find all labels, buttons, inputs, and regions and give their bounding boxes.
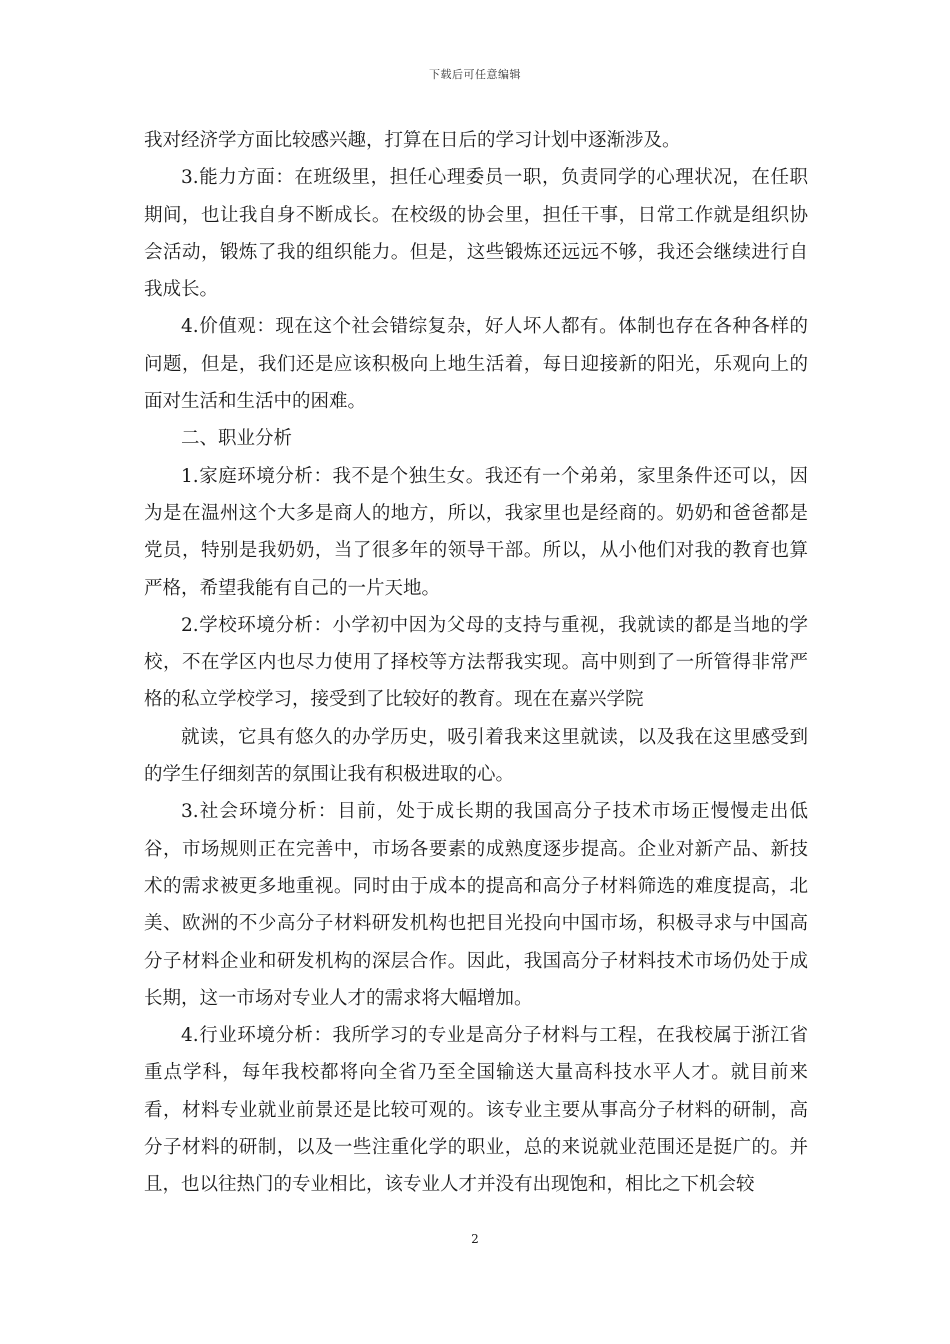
page-header: 下载后可任意编辑	[429, 68, 521, 81]
paragraph-ability: 3.能力方面：在班级里，担任心理委员一职，负责同学的心理状况，在任职期间，也让我自身不断成长。在校级的协会里，担任干事，日常工作就是组织协会活动，锻炼了我的组织能力。但是，这些锻炼还远远不够，我还会继续进行自我成长。	[144, 167, 808, 301]
paragraph-economics-interest: 我对经济学方面比较感兴趣，打算在日后的学习计划中逐渐涉及。	[144, 130, 681, 151]
paragraph-family-environment: 1.家庭环境分析：我不是个独生女。我还有一个弟弟，家里条件还可以，因为是在温州这个大多是商人的地方，所以，我家里也是经商的。奶奶和爸爸都是党员，特别是我奶奶，当了很多年的领导干部。所以，从小他们对我的教育也算严格，希望我能有自己的一片天地。	[144, 465, 808, 599]
paragraph-industry-environment: 4.行业环境分析：我所学习的专业是高分子材料与工程，在我校属于浙江省重点学科，每年我校都将向全省乃至全国输送大量高科技水平人才。就目前来看，材料专业就业前景还是比较可观的。该专业主要从事高分子材料的研制，高分子材料的研制，以及一些注重化学的职业，总的来说就业范围还是挺广的。并且，也以往热门的专业相比，该专业人才并没有出现饱和，相比之下机会较	[144, 1025, 808, 1196]
paragraph-values: 4.价值观：现在这个社会错综复杂，好人坏人都有。体制也存在各种各样的问题，但是，我们还是应该积极向上地生活着，每日迎接新的阳光，乐观向上的面对生活和生活中的困难。	[144, 316, 808, 413]
document-body	[144, 122, 808, 1204]
paragraph-social-environment: 3.社会环境分析：目前，处于成长期的我国高分子技术市场正慢慢走出低谷，市场规则正在完善中，市场各要素的成熟度逐步提高。企业对新产品、新技术的需求被更多地重视。同时由于成本的提高和高分子材料筛选的难度提高，北美、欧洲的不少高分子材料研发机构也把目光投向中国市场，积极寻求与中国高分子材料企业和研发机构的深层合作。因此，我国高分子材料技术市场仍处于成长期，这一市场对专业人才的需求将大幅增加。	[144, 801, 808, 1009]
section-heading-career-analysis: 二、职业分析	[181, 428, 293, 450]
page-number: 2	[471, 1232, 479, 1246]
paragraph-school-continued: 就读，它具有悠久的办学历史，吸引着我来这里就读，以及我在这里感受到的学生仔细刻苦的氛围让我有积极进取的心。	[144, 726, 808, 786]
paragraph-school-environment: 2.学校环境分析：小学初中因为父母的支持与重视，我就读的都是当地的学校，不在学区内也尽力使用了择校等方法帮我实现。高中则到了一所管得非常严格的私立学校学习，接受到了比较好的教育。现在在嘉兴学院	[144, 614, 808, 711]
